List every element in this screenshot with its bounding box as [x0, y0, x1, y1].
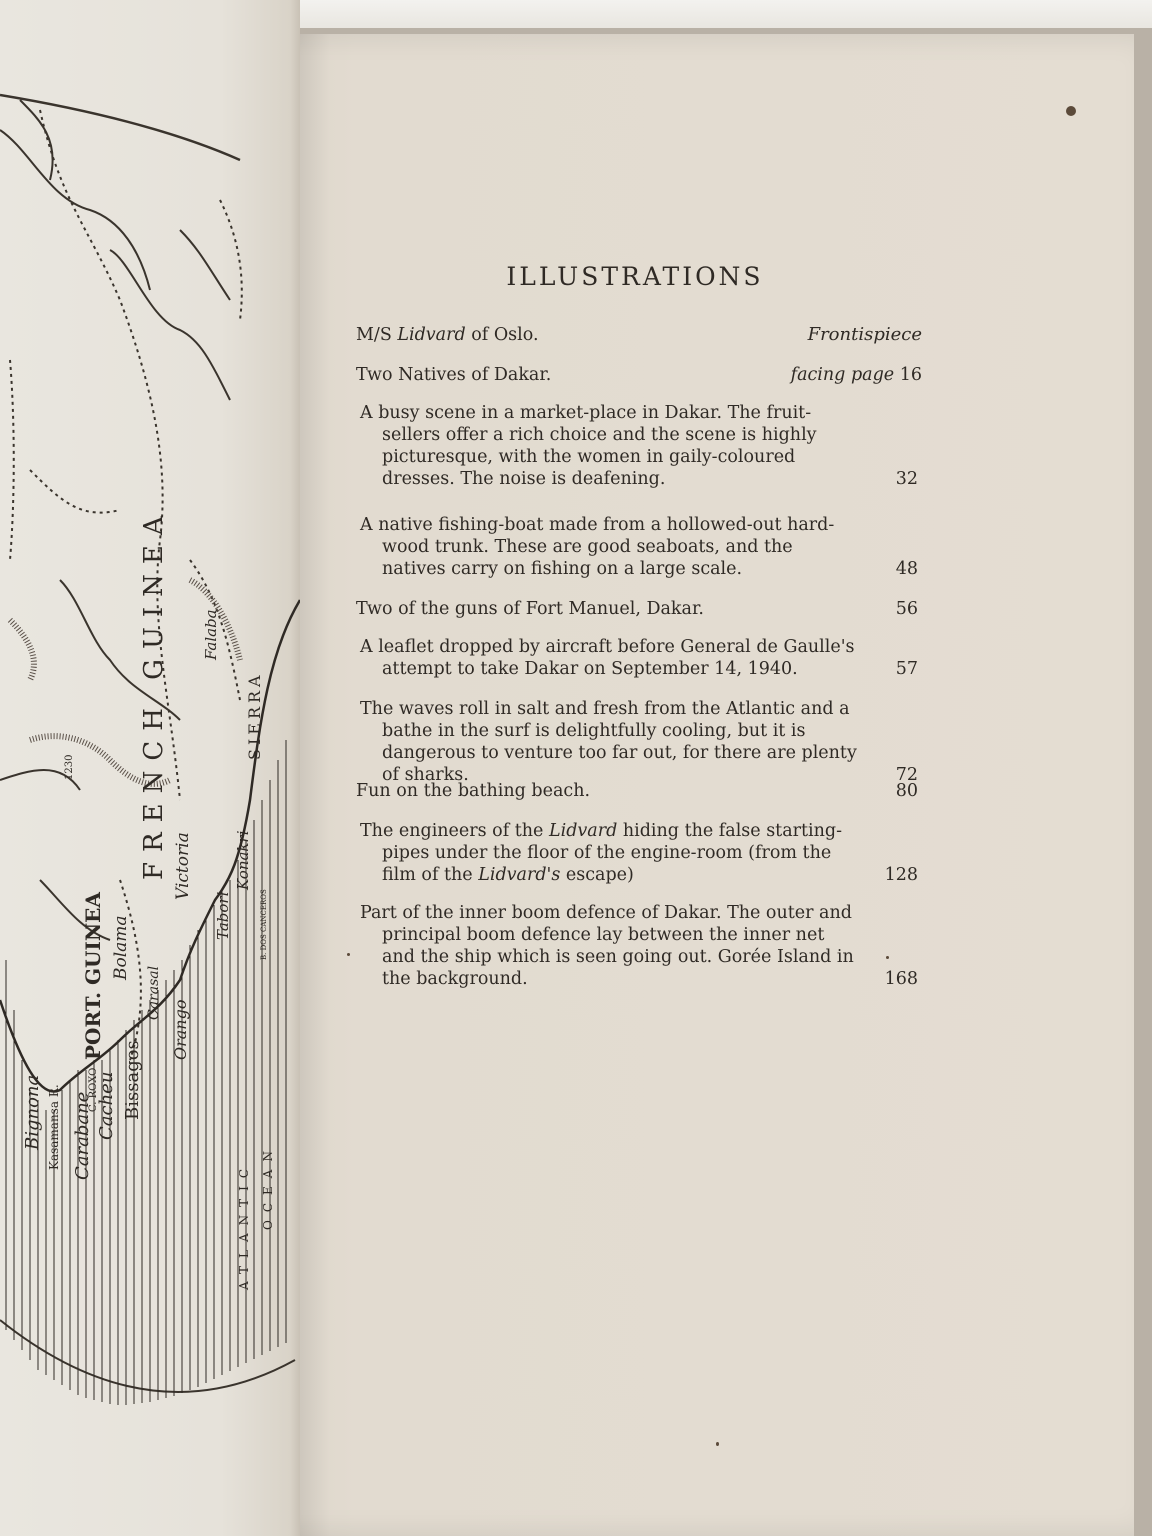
- illustration-entry: [356, 514, 922, 580]
- foxing-spot: [716, 1442, 719, 1446]
- entry-page: 72: [895, 765, 918, 785]
- entry-page: 48: [895, 559, 918, 579]
- illustration-entry: [356, 324, 922, 346]
- map-label-konakri: Konakri: [234, 830, 252, 890]
- map-label-orango: Orango: [171, 999, 190, 1060]
- entry-page: 32: [895, 469, 918, 489]
- map-label-port-guinea: PORT. GUINEA: [81, 892, 105, 1060]
- map-label-cacheu: Cacheu: [96, 1071, 117, 1140]
- entry-page: 57: [895, 659, 918, 679]
- illustration-entry: [356, 598, 922, 620]
- entry-caption: Two Natives of Dakar.: [356, 365, 552, 385]
- map-label-c-roxo: C. ROXO: [88, 1067, 99, 1112]
- map-label-bolama: Bolama: [111, 915, 131, 980]
- entry-caption: A native fishing-boat made from a hollowed-out hard-wood trunk. These are good seaboats, and the natives carry on fishing on a large scale.: [360, 515, 835, 579]
- foxing-spot: [1066, 106, 1076, 116]
- caption-text: The engineers of the: [360, 821, 549, 841]
- caption-text: M/S: [356, 325, 398, 345]
- entry-caption: A leaflet dropped by aircraft before General de Gaulle's attempt to take Dakar on September 14, 1940.: [360, 637, 855, 679]
- entry-page: 168: [884, 969, 918, 989]
- illustration-entry: [356, 698, 922, 786]
- map-label-sierra: SIERRA: [245, 671, 264, 760]
- map-illustration: [0, 0, 300, 1536]
- map-label-kasamansa: Kasamansa R.: [47, 1084, 61, 1170]
- foxing-spot: [347, 953, 350, 956]
- entry-page-label: facing page: [790, 365, 895, 385]
- illustration-entry: [356, 902, 922, 990]
- entry-caption: Two of the guns of Fort Manuel, Dakar.: [356, 599, 704, 619]
- map-label-elevation: 1230: [64, 754, 75, 780]
- entry-page: Frontispiece: [807, 324, 922, 345]
- map-frame-arc: [0, 1320, 295, 1392]
- ship-name: Lidvard's: [478, 865, 561, 885]
- illustration-entry: [356, 780, 922, 802]
- entry-caption: [356, 324, 539, 346]
- map-label-carasal: Carasal: [146, 965, 162, 1020]
- caption-text: of Oslo.: [465, 325, 539, 345]
- map-label-carabane: Carabane: [72, 1091, 93, 1180]
- entry-page: 56: [895, 599, 918, 619]
- illustration-entry: [356, 820, 922, 886]
- illustration-entry: [356, 636, 922, 680]
- map-label-french-guinea: FRENCH GUINEA: [139, 506, 169, 880]
- entry-page: 80: [895, 781, 918, 801]
- caption-text: hiding the false starting-pipes under the floor of the engine-room (from the film of the: [382, 821, 843, 885]
- entry-caption: A busy scene in a market-place in Dakar. The fruit-sellers offer a rich choice and the scene is highly picturesque, with the women in gaily-coloured dresses. The noise is deafening.: [360, 403, 817, 489]
- left-page-map: [0, 0, 300, 1536]
- entry-page: 128: [884, 865, 918, 885]
- map-frame-arc: [0, 95, 240, 160]
- rivers: [0, 100, 230, 940]
- illustration-entry: [356, 364, 922, 386]
- map-label-bignona: Bignona: [22, 1074, 43, 1150]
- entry-caption: Part of the inner boom defence of Dakar. The outer and principal boom defence lay between the inner net and the ship which is seen going out. Gorée Island in the background.: [360, 903, 854, 989]
- entry-caption: The waves roll in salt and fresh from the Atlantic and a bathe in the surf is delightfully cooling, but it is dangerous to venture too far out, for there are plenty of sharks.: [360, 699, 857, 785]
- map-label-falaba: Falaba: [202, 609, 220, 660]
- entry-page: 16: [899, 365, 922, 385]
- entry-caption: Fun on the bathing beach.: [356, 781, 591, 801]
- illustration-entry: [356, 402, 922, 490]
- map-label-ocean: OCEAN: [261, 1143, 275, 1230]
- ship-name: Lidvard: [397, 325, 466, 345]
- entry-caption: [356, 820, 922, 886]
- page-title: ILLUSTRATIONS: [506, 262, 764, 291]
- map-label-atlantic: ATLANTIC: [237, 1160, 251, 1290]
- map-label-bissagos: Bissagos: [122, 1040, 143, 1120]
- ship-name: Lidvard: [548, 821, 618, 841]
- map-label-tabori: Tabori: [214, 891, 232, 940]
- map-label-victoria: Victoria: [173, 832, 193, 900]
- caption-text: escape): [560, 865, 634, 885]
- map-label-baixos: B. DOS CANCEROS: [260, 889, 268, 960]
